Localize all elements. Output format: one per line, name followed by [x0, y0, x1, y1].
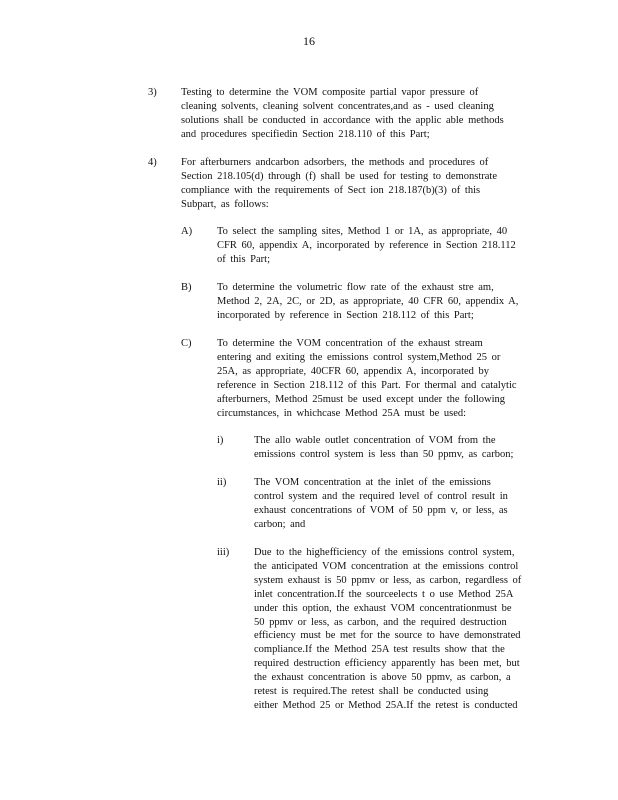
item-marker: ii): [217, 477, 227, 488]
item-marker: C): [181, 338, 192, 349]
text-line: Section 218.105(d) through (f) shall be used for testing to demonstrate: [181, 170, 497, 182]
text-line: Testing to determine the VOM composite partial vapor pressure of: [181, 87, 479, 98]
text-line: system exhaust is 50 ppmv or less, as carbon, regardless of: [254, 574, 522, 586]
text-line: The allo wable outlet concentration of VOM from the: [254, 435, 496, 446]
text-line: of this Part;: [217, 253, 270, 265]
item-marker: 4): [148, 157, 157, 168]
text-line: incorporated by reference in Section 218.112 of this Part;: [217, 309, 474, 321]
text-line: 50 ppmv or less, as carbon, and the required destruction: [254, 616, 507, 628]
item-marker: A): [181, 226, 193, 237]
text-line: entering and exiting the emissions control system,Method 25 or: [217, 351, 501, 363]
text-line: solutions shall be conducted in accordance with the applic able methods: [181, 114, 504, 126]
text-line: To select the sampling sites, Method 1 or 1A, as appropriate, 40: [217, 226, 508, 237]
item-text: [217, 225, 537, 267]
text-line: inlet concentration.If the sourceelects t o use Method 25A: [254, 588, 514, 600]
text-line: exhaust concentrations of VOM of 50 ppm v, or less, as: [254, 504, 508, 516]
text-line: under this option, the exhaust VOM concentrationmust be: [254, 602, 512, 614]
text-line: and procedures specifiedin Section 218.110 of this Part;: [181, 128, 430, 140]
item-text: [217, 281, 537, 323]
item-marker: i): [217, 435, 224, 446]
text-line: The VOM concentration at the inlet of the emissions: [254, 477, 491, 488]
text-line: compliance.If the Method 25A test results show that the: [254, 644, 505, 656]
text-line: For afterburners andcarbon adsorbers, the methods and procedures of: [181, 157, 489, 168]
item-text: [254, 434, 544, 462]
item-marker: 3): [148, 87, 157, 98]
text-line: CFR 60, appendix A, incorporated by reference in Section 218.112: [217, 239, 516, 251]
text-line: the exhaust concentration is above 50 ppmv, as carbon, a: [254, 672, 511, 684]
text-line: emissions control system is less than 50 ppmv, as carbon;: [254, 448, 514, 460]
item-text: [181, 156, 521, 212]
text-line: Method 2, 2A, 2C, or 2D, as appropriate, 40 CFR 60, appendix A,: [217, 295, 519, 307]
text-line: circumstances, in whichcase Method 25A must be used:: [217, 407, 467, 419]
text-line: afterburners, Method 25must be used except under the following: [217, 393, 506, 405]
text-line: control system and the required level of control result in: [254, 490, 508, 502]
text-line: To determine the VOM concentration of the exhaust stream: [217, 338, 483, 349]
item-text: [254, 546, 544, 713]
text-line: efficiency must be met for the source to have demonstrated: [254, 630, 521, 642]
text-line: reference in Section 218.112 of this Part. For thermal and catalytic: [217, 379, 517, 391]
item-marker: iii): [217, 547, 230, 558]
text-line: retest is required.The retest shall be conducted using: [254, 686, 489, 698]
item-text: [181, 86, 521, 142]
text-line: 25A, as appropriate, 40CFR 60, appendix A, incorporated by: [217, 365, 490, 377]
text-line: the anticipated VOM concentration at the emissions control: [254, 560, 519, 572]
text-line: either Method 25 or Method 25A.If the retest is conducted: [254, 699, 518, 711]
text-line: carbon; and: [254, 518, 306, 530]
item-text: [254, 476, 544, 532]
text-line: Due to the highefficiency of the emissions control system,: [254, 547, 515, 558]
item-marker: B): [181, 282, 192, 293]
text-line: cleaning solvents, cleaning solvent concentrates,and as - used cleaning: [181, 100, 494, 112]
text-line: compliance with the requirements of Sect ion 218.187(b)(3) of this: [181, 184, 481, 196]
text-line: required destruction efficiency apparently has been met, but: [254, 658, 520, 670]
item-text: [217, 337, 537, 420]
page-number: 16: [303, 34, 315, 48]
text-line: To determine the volumetric flow rate of the exhaust stre am,: [217, 282, 494, 293]
text-line: Subpart, as follows:: [181, 198, 269, 210]
